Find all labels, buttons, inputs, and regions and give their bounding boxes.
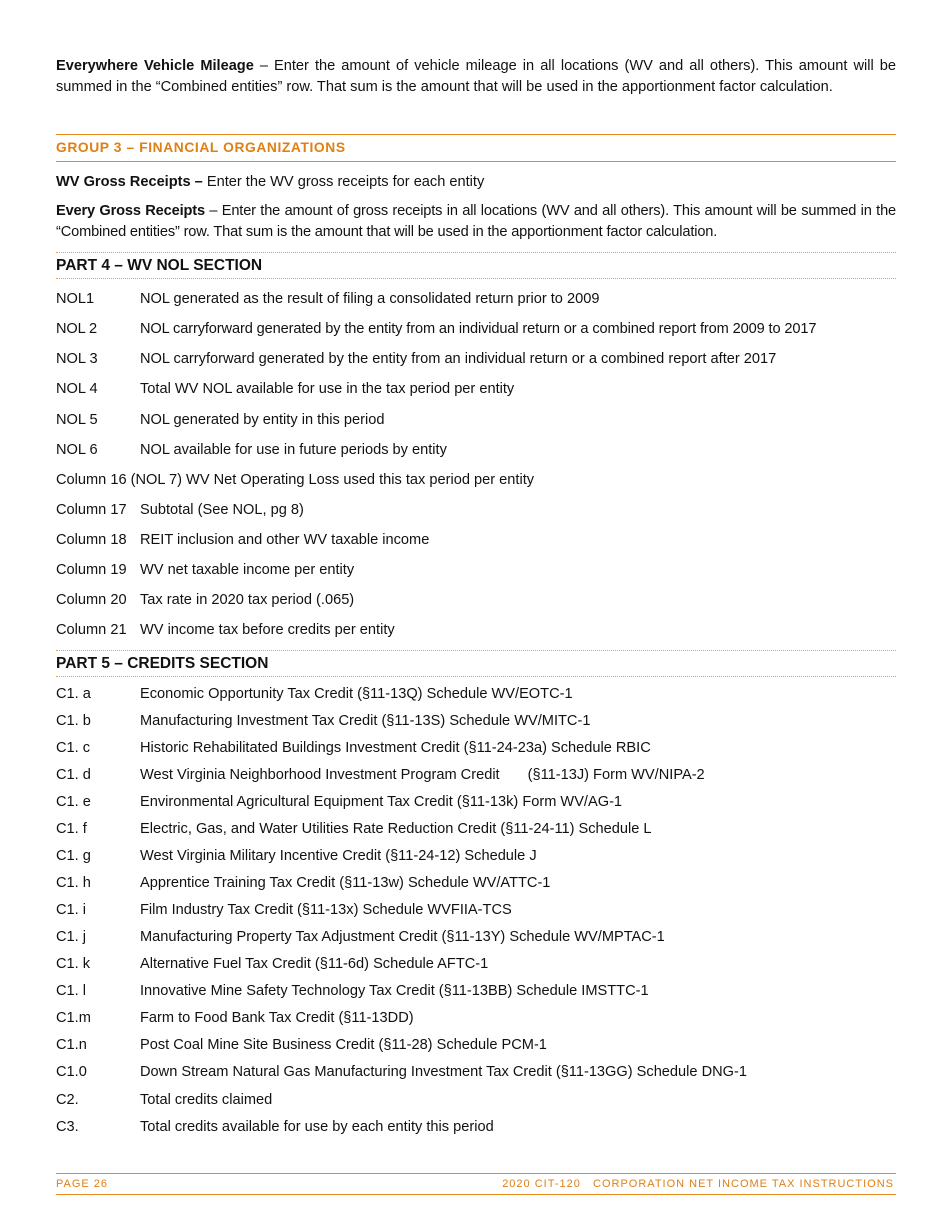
credit-desc: Post Coal Mine Site Business Credit (§11-28) Schedule PCM-1: [140, 1037, 547, 1053]
credit-desc: Down Stream Natural Gas Manufacturing Investment Tax Credit (§11-13GG) Schedule DNG-1: [140, 1064, 747, 1080]
credit-code: C1. a: [56, 686, 91, 702]
credit-desc: Electric, Gas, and Water Utilities Rate Reduction Credit (§11-24-11) Schedule L: [140, 821, 652, 837]
credit-row: [56, 1091, 896, 1109]
page-number: PAGE 26: [56, 1178, 109, 1190]
credit-code: C1. h: [56, 875, 91, 891]
nol-code: NOL 4: [56, 381, 98, 397]
credit-code: C1. i: [56, 902, 87, 918]
credit-code: C1. g: [56, 848, 91, 864]
column-row: [56, 621, 896, 639]
column-code: Column 19: [56, 562, 127, 578]
credit-row: [56, 820, 896, 838]
column-desc: Tax rate in 2020 tax period (.065): [140, 592, 355, 608]
column-row: [56, 531, 896, 549]
wv-gross-receipts-paragraph: [56, 172, 896, 193]
footer-title: 2020 CIT-120 CORPORATION NET INCOME TAX INSTRUCTIONS: [502, 1178, 894, 1190]
credit-desc: Apprentice Training Tax Credit (§11-13w) Schedule WV/ATTC-1: [140, 875, 551, 891]
credit-desc: Environmental Agricultural Equipment Tax Credit (§11-13k) Form WV/AG-1: [140, 794, 623, 810]
credit-row: [56, 793, 896, 811]
every-gross-text: – Enter the amount of gross receipts in all locations (WV and all others). This amount will be summed in the “Combined entities” row. That sum is the amount that will be used in the apportionment factor calculation.: [56, 203, 897, 240]
credit-row: [56, 766, 896, 784]
nol-desc: NOL carryforward generated by the entity from an individual return or a combined report after 2017: [140, 351, 777, 367]
nol-desc: Total WV NOL available for use in the tax period per entity: [140, 381, 515, 397]
nol-code: NOL1: [56, 291, 95, 307]
nol-row: [56, 290, 896, 308]
group3-heading: GROUP 3 – FINANCIAL ORGANIZATIONS: [56, 134, 896, 162]
column-desc: Subtotal (See NOL, pg 8): [140, 502, 304, 518]
credit-desc: Film Industry Tax Credit (§11-13x) Schedule WVFIIA-TCS: [140, 902, 512, 918]
credit-row: [56, 1118, 896, 1136]
column-code: Column 20: [56, 592, 127, 608]
column-code: Column 17: [56, 502, 127, 518]
credit-code: C3.: [56, 1119, 79, 1135]
credit-desc: Historic Rehabilitated Buildings Investment Credit (§11-24-23a) Schedule RBIC: [140, 740, 651, 756]
nol-desc: NOL carryforward generated by the entity from an individual return or a combined report from 2009 to 2017: [140, 321, 817, 337]
column-desc: (NOL 7) WV Net Operating Loss used this tax period per entity: [130, 472, 535, 488]
credit-desc: Farm to Food Bank Tax Credit (§11-13DD): [140, 1010, 414, 1026]
credit-row: [56, 847, 896, 865]
credit-desc: West Virginia Military Incentive Credit (§11-24-12) Schedule J: [140, 848, 537, 864]
vehicle-mileage-paragraph: [56, 56, 896, 97]
credit-code: C1. f: [56, 821, 87, 837]
credit-desc: Alternative Fuel Tax Credit (§11-6d) Schedule AFTC-1: [140, 956, 489, 972]
credit-desc: Innovative Mine Safety Technology Tax Credit (§11-13BB) Schedule IMSTTC-1: [140, 983, 649, 999]
every-gross-term: Every Gross Receipts: [56, 203, 205, 219]
credit-row: [56, 982, 896, 1000]
credit-row: [56, 901, 896, 919]
credit-row: [56, 874, 896, 892]
credit-row: [56, 712, 896, 730]
column-row: [56, 561, 896, 579]
nol-row: [56, 441, 896, 459]
credit-code: C1. l: [56, 983, 87, 999]
nol-code: NOL 5: [56, 412, 98, 428]
nol-row: [56, 411, 896, 429]
nol-row: [56, 350, 896, 368]
credit-code: C1. c: [56, 740, 91, 756]
credit-desc-tail: (§11-13J) Form WV/NIPA-2: [527, 767, 705, 783]
nol-row: [56, 380, 896, 398]
part4-heading: PART 4 – WV NOL SECTION: [56, 252, 896, 279]
every-gross-receipts-paragraph: [56, 201, 896, 242]
credit-code: C2.: [56, 1092, 79, 1108]
credit-row: [56, 685, 896, 703]
credit-desc: Total credits available for use by each entity this period: [140, 1119, 494, 1135]
credit-code: C1. e: [56, 794, 91, 810]
column-row: [56, 471, 896, 489]
nol-code: NOL 6: [56, 442, 98, 458]
column-code: Column 21: [56, 622, 127, 638]
nol-code: NOL 2: [56, 321, 98, 337]
column-row: [56, 591, 896, 609]
column-desc: WV net taxable income per entity: [140, 562, 355, 578]
nol-desc: NOL available for use in future periods by entity: [140, 442, 447, 458]
credit-row: [56, 1036, 896, 1054]
credit-desc: Manufacturing Investment Tax Credit (§11-13S) Schedule WV/MITC-1: [140, 713, 591, 729]
credit-desc: Economic Opportunity Tax Credit (§11-13Q) Schedule WV/EOTC-1: [140, 686, 573, 702]
credit-code: C1. j: [56, 929, 87, 945]
credit-code: C1. b: [56, 713, 91, 729]
column-code: Column 18: [56, 532, 127, 548]
wv-gross-term: WV Gross Receipts –: [56, 174, 203, 190]
vehicle-mileage-text: – Enter the amount of vehicle mileage in all locations (WV and all others). This amount will be summed in the “Combined entities” row. That sum is the amount that will be used in the apportionment factor calculation.: [56, 58, 896, 95]
credit-row: [56, 739, 896, 757]
credit-desc: Total credits claimed: [140, 1092, 273, 1108]
credit-desc: West Virginia Neighborhood Investment Program Credit: [140, 767, 500, 783]
credit-row: [56, 955, 896, 973]
column-code: Column 16: [56, 472, 127, 488]
column-row: [56, 501, 896, 519]
column-desc: WV income tax before credits per entity: [140, 622, 395, 638]
nol-row: [56, 320, 896, 338]
credit-desc: Manufacturing Property Tax Adjustment Credit (§11-13Y) Schedule WV/MPTAC-1: [140, 929, 665, 945]
credit-code: C1. k: [56, 956, 91, 972]
column-desc: REIT inclusion and other WV taxable income: [140, 532, 430, 548]
nol-code: NOL 3: [56, 351, 98, 367]
credit-row: [56, 1009, 896, 1027]
vehicle-mileage-term: Everywhere Vehicle Mileage: [56, 58, 254, 74]
credit-row: [56, 1063, 896, 1081]
credit-code: C1. d: [56, 767, 91, 783]
credit-code: C1.m: [56, 1010, 91, 1026]
page-footer: [56, 1173, 896, 1195]
credit-code: C1.n: [56, 1037, 87, 1053]
nol-desc: NOL generated by entity in this period: [140, 412, 385, 428]
credit-row: [56, 928, 896, 946]
credit-code: C1.0: [56, 1064, 87, 1080]
wv-gross-text: Enter the WV gross receipts for each entity: [202, 174, 485, 190]
nol-desc: NOL generated as the result of filing a consolidated return prior to 2009: [140, 291, 600, 307]
part5-heading: PART 5 – CREDITS SECTION: [56, 650, 896, 677]
